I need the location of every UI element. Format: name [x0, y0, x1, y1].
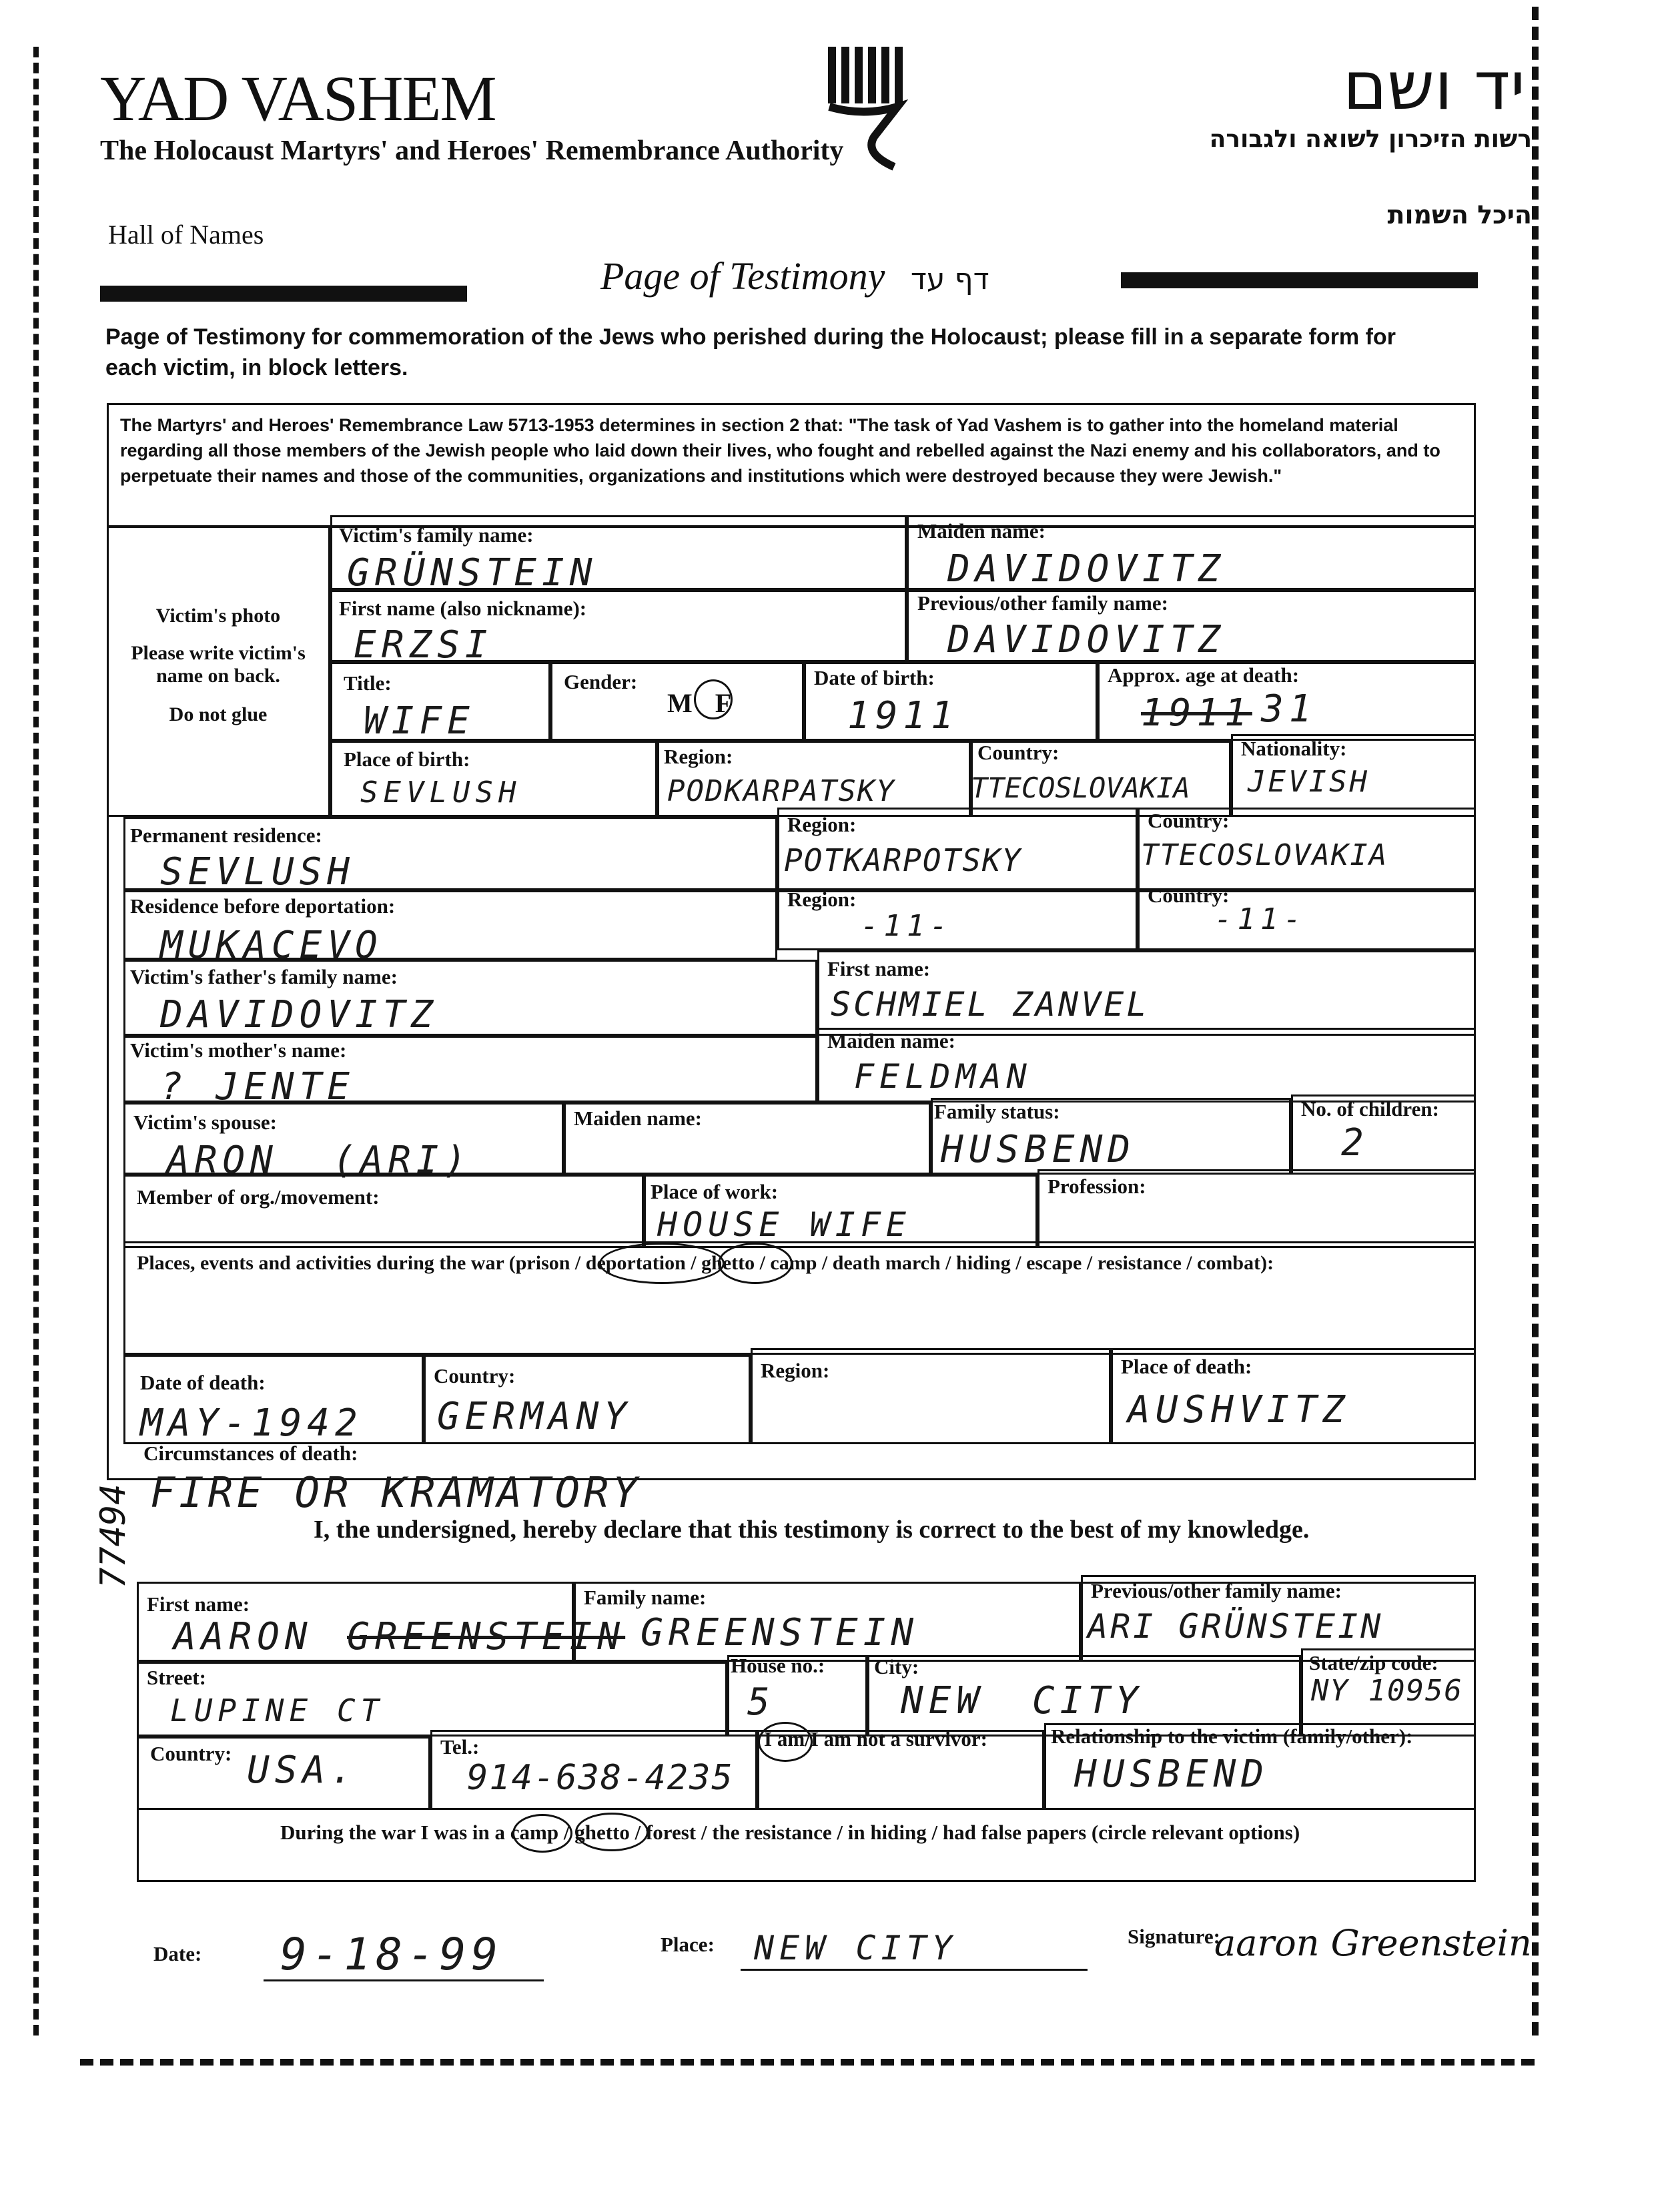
state-label: State/zip code:: [1309, 1651, 1438, 1674]
perm-res-label: Permanent residence:: [130, 824, 322, 847]
date-death-value: MAY-1942: [140, 1401, 363, 1445]
death-country-value: GERMANY: [437, 1395, 633, 1438]
title-value: WIFE: [364, 699, 475, 743]
street-label: Street:: [147, 1666, 206, 1689]
survivor-label: I am/I am not a survivor:: [764, 1727, 987, 1751]
dob-label: Date of birth:: [814, 666, 935, 689]
member-label: Member of org./movement:: [137, 1185, 380, 1209]
res-region-label: Region:: [787, 888, 857, 911]
place-line: [741, 1969, 1088, 1971]
res-country-value: -11-: [1214, 902, 1306, 936]
border-left: [33, 47, 39, 2036]
sub-family-value: GREENSTEIN: [641, 1611, 919, 1654]
hebrew-authority: רשות הזיכרון לשואה ולגבורה: [1209, 125, 1532, 153]
place-label: Place:: [661, 1933, 715, 1956]
father-first-label: First name:: [827, 957, 931, 980]
city-label: City:: [874, 1655, 919, 1678]
border-bottom: [80, 2059, 1535, 2066]
ghetto-war-circle: [575, 1813, 649, 1851]
res-country-label: Country:: [1148, 884, 1230, 907]
first-name-value: ERZSI: [354, 623, 493, 667]
profession-label: Profession:: [1047, 1175, 1146, 1198]
circumstances-label: Circumstances of death:: [143, 1442, 358, 1465]
hall-of-names: Hall of Names: [108, 220, 264, 250]
date-death-label: Date of death:: [140, 1371, 266, 1394]
maiden-name-value: DAVIDOVITZ: [947, 547, 1226, 591]
place-death-value: AUSHVITZ: [1128, 1388, 1350, 1432]
family-status-label: Family status:: [934, 1100, 1060, 1123]
birth-country-label: Country:: [977, 741, 1060, 764]
declaration: I, the undersigned, hereby declare that this testimony is correct to the best of my knowledge.: [314, 1516, 1310, 1544]
war-where-label: During the war I was in a camp / ghetto / forest / the resistance / in hiding / had false papers (circle relevant options): [280, 1821, 1300, 1844]
place-death-label: Place of death:: [1121, 1355, 1252, 1378]
sub-family-label: Family name:: [584, 1586, 707, 1609]
date-value: 9-18-99: [280, 1929, 504, 1980]
age-label: Approx. age at death:: [1108, 663, 1300, 687]
prev-family-label: Previous/other family name:: [917, 591, 1168, 615]
res-before-value: MUKACEVO: [160, 924, 383, 967]
work-label: Place of work:: [651, 1180, 779, 1203]
i-am-circle: [758, 1722, 813, 1762]
perm-region-value: POTKARPOTSKY: [784, 842, 1022, 878]
place-value: NEW CITY: [754, 1929, 957, 1967]
house-label: House no.:: [731, 1654, 825, 1677]
death-country-label: Country:: [434, 1364, 516, 1387]
res-region-value: -11-: [861, 909, 953, 943]
gender-options: M F: [667, 688, 740, 718]
photo-note: Please write victim's name on back.: [131, 642, 306, 687]
brand-title: YAD VASHEM: [100, 63, 496, 134]
title-bar-right: [1121, 272, 1478, 288]
children-label: No. of children:: [1301, 1097, 1439, 1121]
ghetto-circle: [718, 1243, 793, 1284]
intro-text: Page of Testimony for commemoration of the Jews who perished during the Holocaust; please fill in a separate form for each victim, in block letters.: [105, 324, 1396, 380]
birth-region-label: Region:: [664, 745, 733, 768]
first-name-label: First name (also nickname):: [339, 597, 587, 620]
deportation-circle: [599, 1243, 725, 1284]
dob-value: 1911: [847, 694, 959, 737]
nationality-value: JEVISH: [1248, 765, 1370, 799]
work-value: HOUSE WIFE: [657, 1205, 912, 1244]
hebrew-title: יד ושם: [1342, 47, 1525, 125]
perm-res-value: SEVLUSH: [160, 850, 356, 894]
camp-circle: [512, 1814, 572, 1853]
gender-label: Gender:: [564, 670, 638, 693]
death-region-label: Region:: [761, 1359, 830, 1382]
page-title-en: Page of Testimony: [600, 254, 885, 298]
mother-name-label: Victim's mother's name:: [130, 1038, 347, 1062]
date-label: Date:: [153, 1942, 202, 1965]
sub-first-value: AARON: [173, 1615, 313, 1658]
father-family-value: DAVIDOVITZ: [160, 993, 439, 1036]
mother-maiden-value: FELDMAN: [854, 1057, 1032, 1096]
menorah-logo-icon: [824, 40, 911, 180]
gender-circle: [694, 679, 733, 719]
relationship-value: HUSBEND: [1074, 1753, 1270, 1796]
place-birth-label: Place of birth:: [344, 747, 470, 771]
perm-region-label: Region:: [787, 813, 857, 836]
birth-country-value: TTECOSLOVAKIA: [971, 771, 1190, 804]
spouse-value: ARON (ARI): [167, 1139, 472, 1182]
spouse-label: Victim's spouse:: [133, 1111, 277, 1134]
hebrew-hall: היכל השמות: [1387, 200, 1532, 230]
spouse-maiden-label: Maiden name:: [574, 1107, 703, 1130]
mother-maiden-label: Maiden name:: [827, 1029, 956, 1052]
authority-name: The Holocaust Martyrs' and Heroes' Remembrance Authority: [100, 135, 844, 166]
title-label: Title:: [344, 671, 392, 695]
family-name-value: GRÜNSTEIN: [347, 551, 598, 595]
age-value: 31: [1261, 687, 1317, 731]
places-label: Places, events and activities during the war (prison / deportation / ghetto / camp / death march / hiding / escape / resistance / combat):: [137, 1252, 1274, 1274]
signature: aaron Greenstein: [1214, 1922, 1532, 1964]
relationship-label: Relationship to the victim (family/other):: [1051, 1725, 1413, 1748]
father-family-label: Victim's father's family name:: [130, 965, 398, 988]
sub-country-value: USA.: [247, 1749, 358, 1792]
children-value: 2: [1341, 1121, 1369, 1165]
perm-country-value: TTECOSLOVAKIA: [1141, 838, 1388, 872]
border-right: [1532, 7, 1539, 2036]
house-value: 5: [747, 1680, 775, 1724]
city-value: NEW CITY: [901, 1679, 1144, 1723]
page-title-he: דף עד: [910, 262, 989, 296]
margin-number: 77494: [93, 1484, 133, 1588]
title-bar-left: [100, 286, 467, 302]
father-first-value: SCHMIEL ZANVEL: [831, 985, 1150, 1024]
street-value: LUPINE CT: [170, 1692, 385, 1729]
tel-value: 914-638-4235: [467, 1758, 734, 1798]
mother-name-value: ? JENTE: [160, 1065, 356, 1109]
sub-prev-value: ARI GRÜNSTEIN: [1088, 1607, 1384, 1646]
sub-family-struck: GREENSTEIN: [347, 1615, 626, 1658]
sub-country-label: Country:: [150, 1742, 232, 1765]
maiden-name-label: Maiden name:: [917, 519, 1046, 543]
age-struck-value: 1911: [1141, 691, 1252, 735]
perm-country-label: Country:: [1148, 809, 1230, 832]
nationality-label: Nationality:: [1241, 737, 1347, 760]
place-birth-value: SEVLUSH: [360, 775, 522, 810]
circumstances-value: FIRE OR KRAMATORY: [150, 1468, 642, 1517]
sub-prev-label: Previous/other family name:: [1091, 1579, 1342, 1602]
tel-label: Tel.:: [440, 1735, 480, 1759]
prev-family-value: DAVIDOVITZ: [947, 618, 1226, 661]
family-status-value: HUSBEND: [941, 1128, 1136, 1171]
photo-title: Victim's photo: [155, 605, 281, 627]
signature-label: Signature:: [1128, 1925, 1220, 1948]
state-value: NY 10956: [1311, 1674, 1463, 1708]
family-name-label: Victim's family name:: [339, 523, 534, 547]
photo-glue: Do not glue: [169, 703, 268, 725]
birth-region-value: PODKARPATSKY: [667, 774, 895, 808]
sub-first-label: First name:: [147, 1592, 250, 1616]
date-line: [264, 1979, 544, 1981]
page-title: [600, 254, 989, 298]
law-text: The Martyrs' and Heroes' Remembrance Law 5713-1953 determines in section 2 that: "The task of Yad Vashem is to gather into the homeland material regarding all those members of the Jewish people who laid down their lives, who fought and rebelled against the Nazi enemy and his collaborators, and to perpetuate their names and those of the communities, organizations and institutions which were destroyed because they were Jewish.": [120, 415, 1440, 486]
res-before-label: Residence before deportation:: [130, 894, 396, 918]
